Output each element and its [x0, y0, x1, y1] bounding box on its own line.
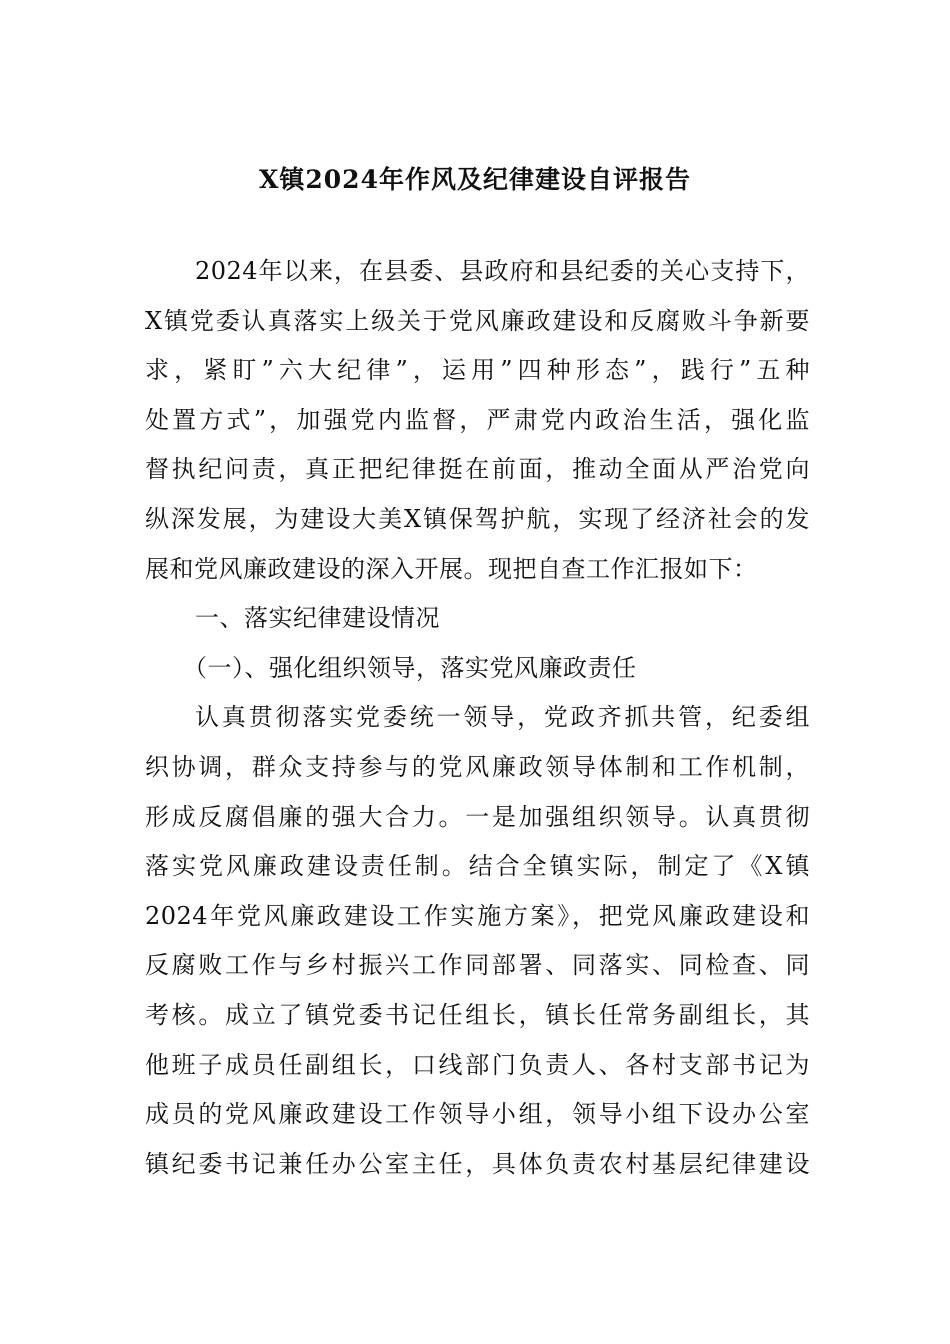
paragraph-2-line: 成员的党风廉政建设工作领导小组，领导小组下设办公室: [145, 1100, 810, 1129]
paragraph-2-line: 形成反腐倡廉的强大合力。一是加强组织领导。认真贯彻: [145, 802, 810, 831]
paragraph-2-line: 考核。成立了镇党委书记任组长，镇长任常务副组长，其: [145, 1000, 810, 1029]
paragraph-1-line: 2024年以来，在县委、县政府和县纪委的关心支持下，: [195, 257, 810, 285]
paragraph-1-line: 处置方式”，加强党内监督，严肃党内政治生活，强化监: [145, 405, 810, 434]
paragraph-1-line: 展和党风廉政建设的深入开展。现把自查工作汇报如下：: [145, 554, 758, 583]
paragraph-1-line: 督执纪问责，真正把纪律挺在前面，推动全面从严治党向: [145, 455, 810, 484]
subsection-heading: （一）、强化组织领导，落实党风廉政责任: [183, 653, 637, 682]
paragraph-1-line: 纵深发展，为建设大美X镇保驾护航，实现了经济社会的发: [145, 504, 810, 533]
paragraph-2-line: 织协调，群众支持参与的党风廉政领导体制和工作机制，: [145, 752, 810, 781]
paragraph-2-line: 2024年党风廉政建设工作实施方案》，把党风廉政建设和: [145, 901, 810, 930]
paragraph-2-line: 他班子成员任副组长，口线部门负责人、各村支部书记为: [145, 1050, 810, 1079]
paragraph-2-line: 认真贯彻落实党委统一领导，党政齐抓共管，纪委组: [195, 703, 810, 732]
paragraph-2-line: 镇纪委书记兼任办公室主任，具体负责农村基层纪律建设: [145, 1149, 810, 1178]
paragraph-2-line: 落实党风廉政建设责任制。结合全镇实际，制定了《X镇: [145, 852, 810, 881]
section-heading: 一、落实纪律建设情况: [195, 604, 440, 633]
document-body: [145, 247, 810, 1189]
paragraph-1-line: 求，紧盯”六大纪律”，运用”四种形态”，践行”五种: [145, 356, 810, 385]
document-title: X镇2024年作风及纪律建设自评报告: [259, 165, 691, 194]
paragraph-2-line: 反腐败工作与乡村振兴工作同部署、同落实、同检查、同: [145, 951, 810, 980]
paragraph-1-line: X镇党委认真落实上级关于党风廉政建设和反腐败斗争新要: [145, 306, 810, 335]
